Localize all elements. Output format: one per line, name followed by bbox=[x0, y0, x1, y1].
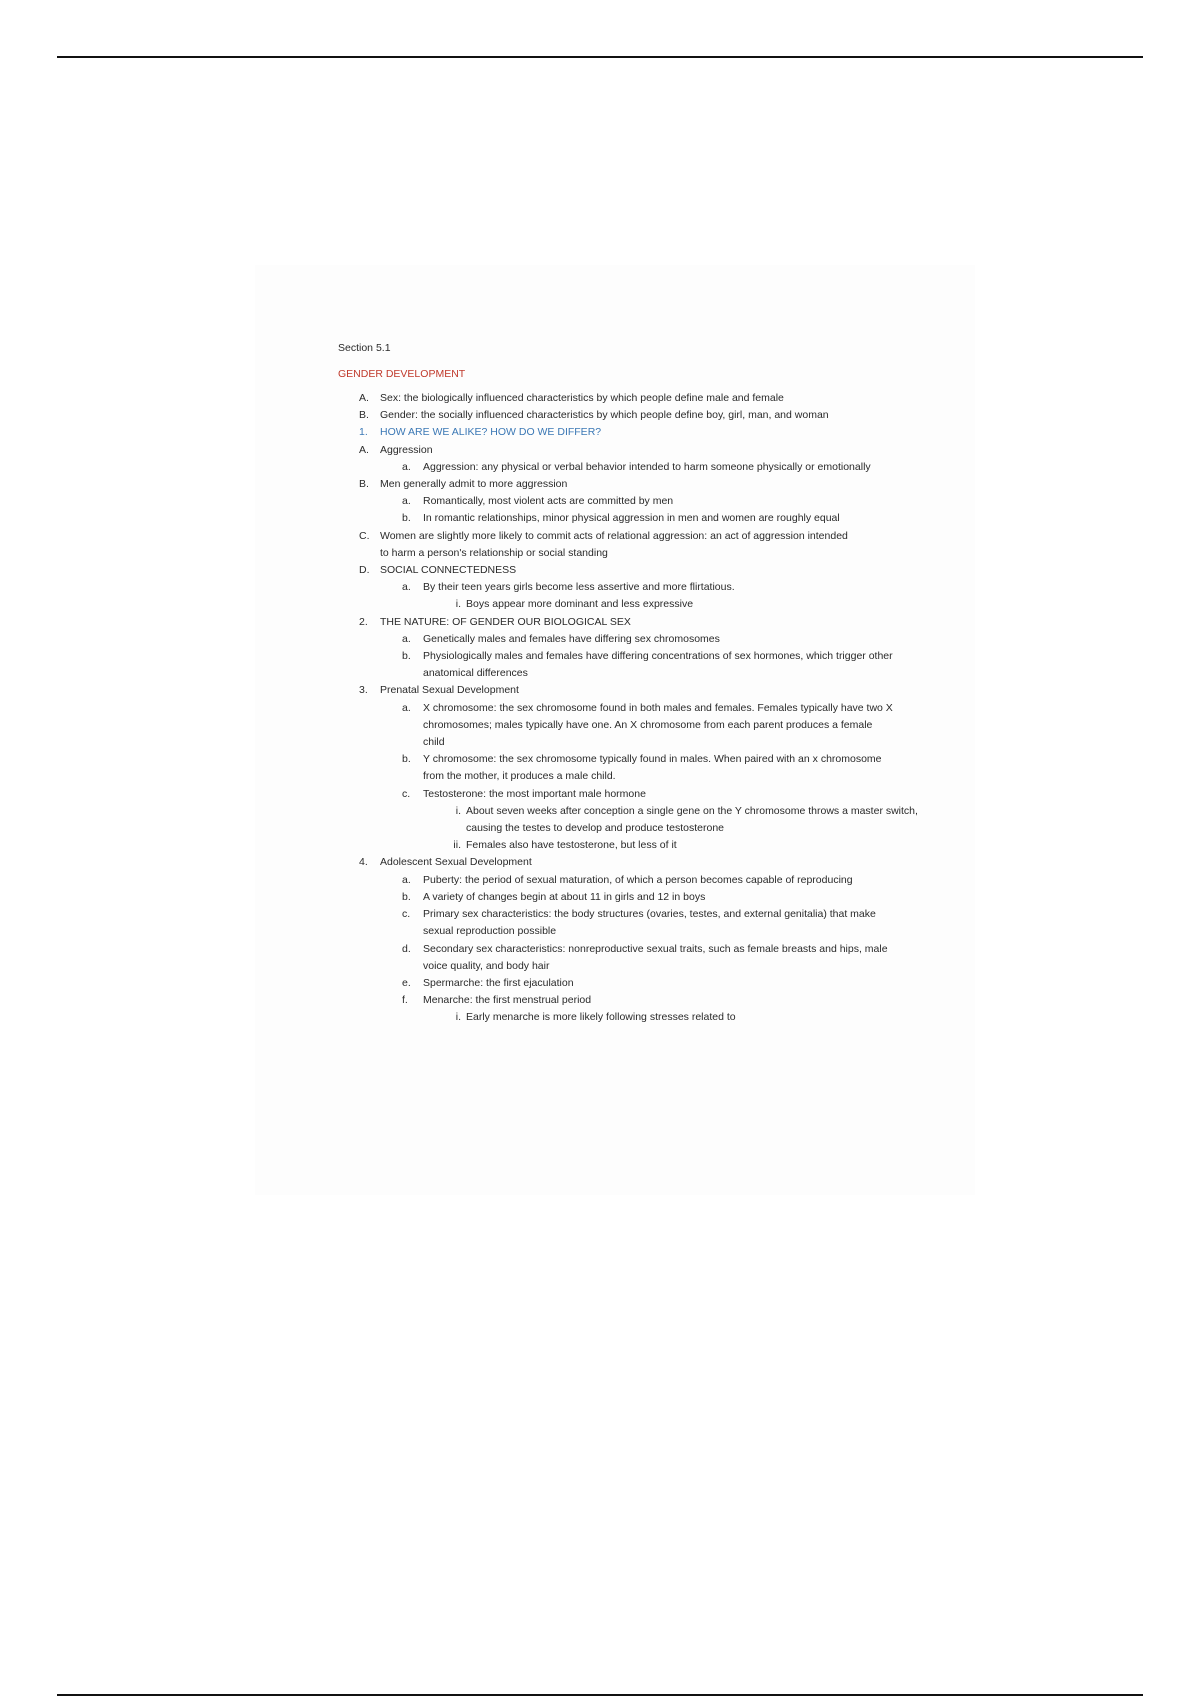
outline-item bbox=[338, 700, 898, 752]
outline-text: Women are slightly more likely to commit acts of relational aggression: an act of aggression intended to harm a person's relationship or social standing bbox=[380, 529, 848, 559]
document-body bbox=[338, 340, 918, 1027]
outline-marker: a. bbox=[402, 632, 411, 645]
outline-marker: b. bbox=[402, 890, 411, 903]
outline-item bbox=[338, 562, 898, 579]
outline-marker: ii. bbox=[453, 839, 461, 852]
outline-marker: a. bbox=[402, 581, 411, 594]
outline-item bbox=[338, 854, 898, 871]
outline-text: Primary sex characteristics: the body structures (ovaries, testes, and external genitalia) that make sexual reproduction possible bbox=[423, 908, 876, 938]
outline-item bbox=[338, 786, 898, 803]
outline-item bbox=[338, 889, 898, 906]
outline-text: Romantically, most violent acts are committed by men bbox=[423, 495, 674, 508]
outline-text: Spermarche: the first ejaculation bbox=[423, 976, 574, 989]
outline-text: X chromosome: the sex chromosome found in both males and females. Females typically have two X chromosomes; males typically have one. An X chromosome from each parent produces a female child bbox=[423, 701, 893, 749]
outline-marker: B. bbox=[359, 478, 369, 491]
outline-item bbox=[338, 992, 898, 1009]
outline-marker: 3. bbox=[359, 684, 368, 697]
outline-item bbox=[338, 631, 898, 648]
outline-marker: a. bbox=[402, 460, 411, 473]
outline-marker: c. bbox=[402, 787, 411, 800]
outline-text: By their teen years girls become less assertive and more flirtatious. bbox=[423, 581, 735, 594]
outline-item bbox=[338, 614, 898, 631]
outline-item bbox=[338, 390, 898, 407]
outline-item bbox=[338, 476, 898, 493]
outline-item bbox=[338, 407, 898, 424]
outline-text: Menarche: the first menstrual period bbox=[423, 994, 592, 1007]
outline-list bbox=[338, 390, 918, 1027]
outline-text: Secondary sex characteristics: nonreproductive sexual traits, such as female breasts and hips, male voice quality, and body hair bbox=[423, 942, 888, 972]
outline-marker: i. bbox=[455, 598, 461, 611]
outline-marker: f. bbox=[402, 994, 408, 1007]
outline-text: Physiologically males and females have differing concentrations of sex hormones, which trigger other anatomical differences bbox=[423, 650, 893, 680]
outline-item bbox=[338, 975, 898, 992]
outline-text: Sex: the biologically influenced characteristics by which people define male and female bbox=[380, 392, 784, 404]
outline-marker: a. bbox=[402, 495, 411, 508]
outline-marker: D. bbox=[359, 564, 370, 577]
outline-item bbox=[338, 837, 898, 854]
outline-item bbox=[338, 579, 898, 596]
outline-marker: a. bbox=[402, 701, 411, 714]
outline-text: Aggression bbox=[380, 443, 433, 456]
outline-text: About seven weeks after conception a single gene on the Y chromosome throws a master switch, causing the testes to develop and produce testosterone bbox=[466, 804, 918, 835]
outline-marker: A. bbox=[359, 443, 369, 456]
outline-text: Early menarche is more likely following stresses related to bbox=[466, 1011, 736, 1024]
outline-marker: i. bbox=[455, 804, 461, 817]
outline-item bbox=[338, 528, 898, 562]
outline-marker: b. bbox=[402, 753, 411, 766]
outline-item bbox=[338, 459, 898, 476]
outline-item bbox=[338, 872, 898, 889]
outline-item bbox=[338, 803, 918, 837]
outline-item bbox=[338, 596, 898, 613]
outline-marker: A. bbox=[359, 392, 369, 404]
outline-text: Gender: the socially influenced characteristics by which people define boy, girl, man, and woman bbox=[380, 409, 829, 422]
outline-text: Adolescent Sexual Development bbox=[380, 856, 532, 869]
outline-item bbox=[338, 493, 898, 510]
outline-text: In romantic relationships, minor physical aggression in men and women are roughly equal bbox=[423, 512, 840, 525]
outline-text: Aggression: any physical or verbal behavior intended to harm someone physically or emotionally bbox=[423, 460, 871, 473]
outline-item bbox=[338, 648, 898, 682]
document-title: GENDER DEVELOPMENT bbox=[338, 368, 466, 380]
top-rule bbox=[57, 56, 1143, 58]
outline-text: Puberty: the period of sexual maturation, of which a person becomes capable of reproducing bbox=[423, 873, 853, 886]
outline-item bbox=[338, 941, 898, 975]
outline-marker: e. bbox=[402, 976, 411, 989]
outline-text: THE NATURE: OF GENDER OUR BIOLOGICAL SEX bbox=[380, 615, 631, 628]
bottom-rule bbox=[57, 1694, 1143, 1696]
outline-marker: i. bbox=[455, 1011, 461, 1024]
outline-marker: c. bbox=[402, 908, 411, 921]
outline-text: Females also have testosterone, but less of it bbox=[466, 839, 677, 852]
outline-marker: B. bbox=[359, 409, 369, 422]
section-label: Section 5.1 bbox=[338, 342, 391, 354]
outline-item bbox=[338, 751, 898, 785]
outline-item bbox=[338, 682, 898, 699]
outline-text: A variety of changes begin at about 11 in girls and 12 in boys bbox=[423, 890, 706, 903]
outline-item bbox=[338, 1009, 898, 1026]
outline-item bbox=[338, 510, 898, 527]
outline-item bbox=[338, 424, 898, 441]
outline-text: Men generally admit to more aggression bbox=[380, 478, 568, 491]
outline-marker: 4. bbox=[359, 856, 368, 869]
outline-item bbox=[338, 442, 898, 459]
outline-marker: C. bbox=[359, 529, 370, 542]
outline-text: Boys appear more dominant and less expressive bbox=[466, 598, 694, 611]
outline-marker: b. bbox=[402, 512, 411, 525]
outline-text: Genetically males and females have differing sex chromosomes bbox=[423, 632, 720, 645]
outline-text: Testosterone: the most important male hormone bbox=[423, 787, 646, 800]
outline-item bbox=[338, 906, 898, 940]
outline-marker: a. bbox=[402, 873, 411, 886]
outline-text: Prenatal Sexual Development bbox=[380, 684, 519, 697]
outline-marker: 1. bbox=[359, 426, 368, 439]
outline-marker: b. bbox=[402, 650, 411, 663]
outline-text: HOW ARE WE ALIKE? HOW DO WE DIFFER? bbox=[380, 426, 602, 439]
outline-marker: d. bbox=[402, 942, 411, 955]
outline-text: SOCIAL CONNECTEDNESS bbox=[380, 564, 517, 577]
outline-text: Y chromosome: the sex chromosome typically found in males. When paired with an x chromosome from the mother, it produces a male child. bbox=[423, 753, 882, 783]
outline-marker: 2. bbox=[359, 615, 368, 628]
